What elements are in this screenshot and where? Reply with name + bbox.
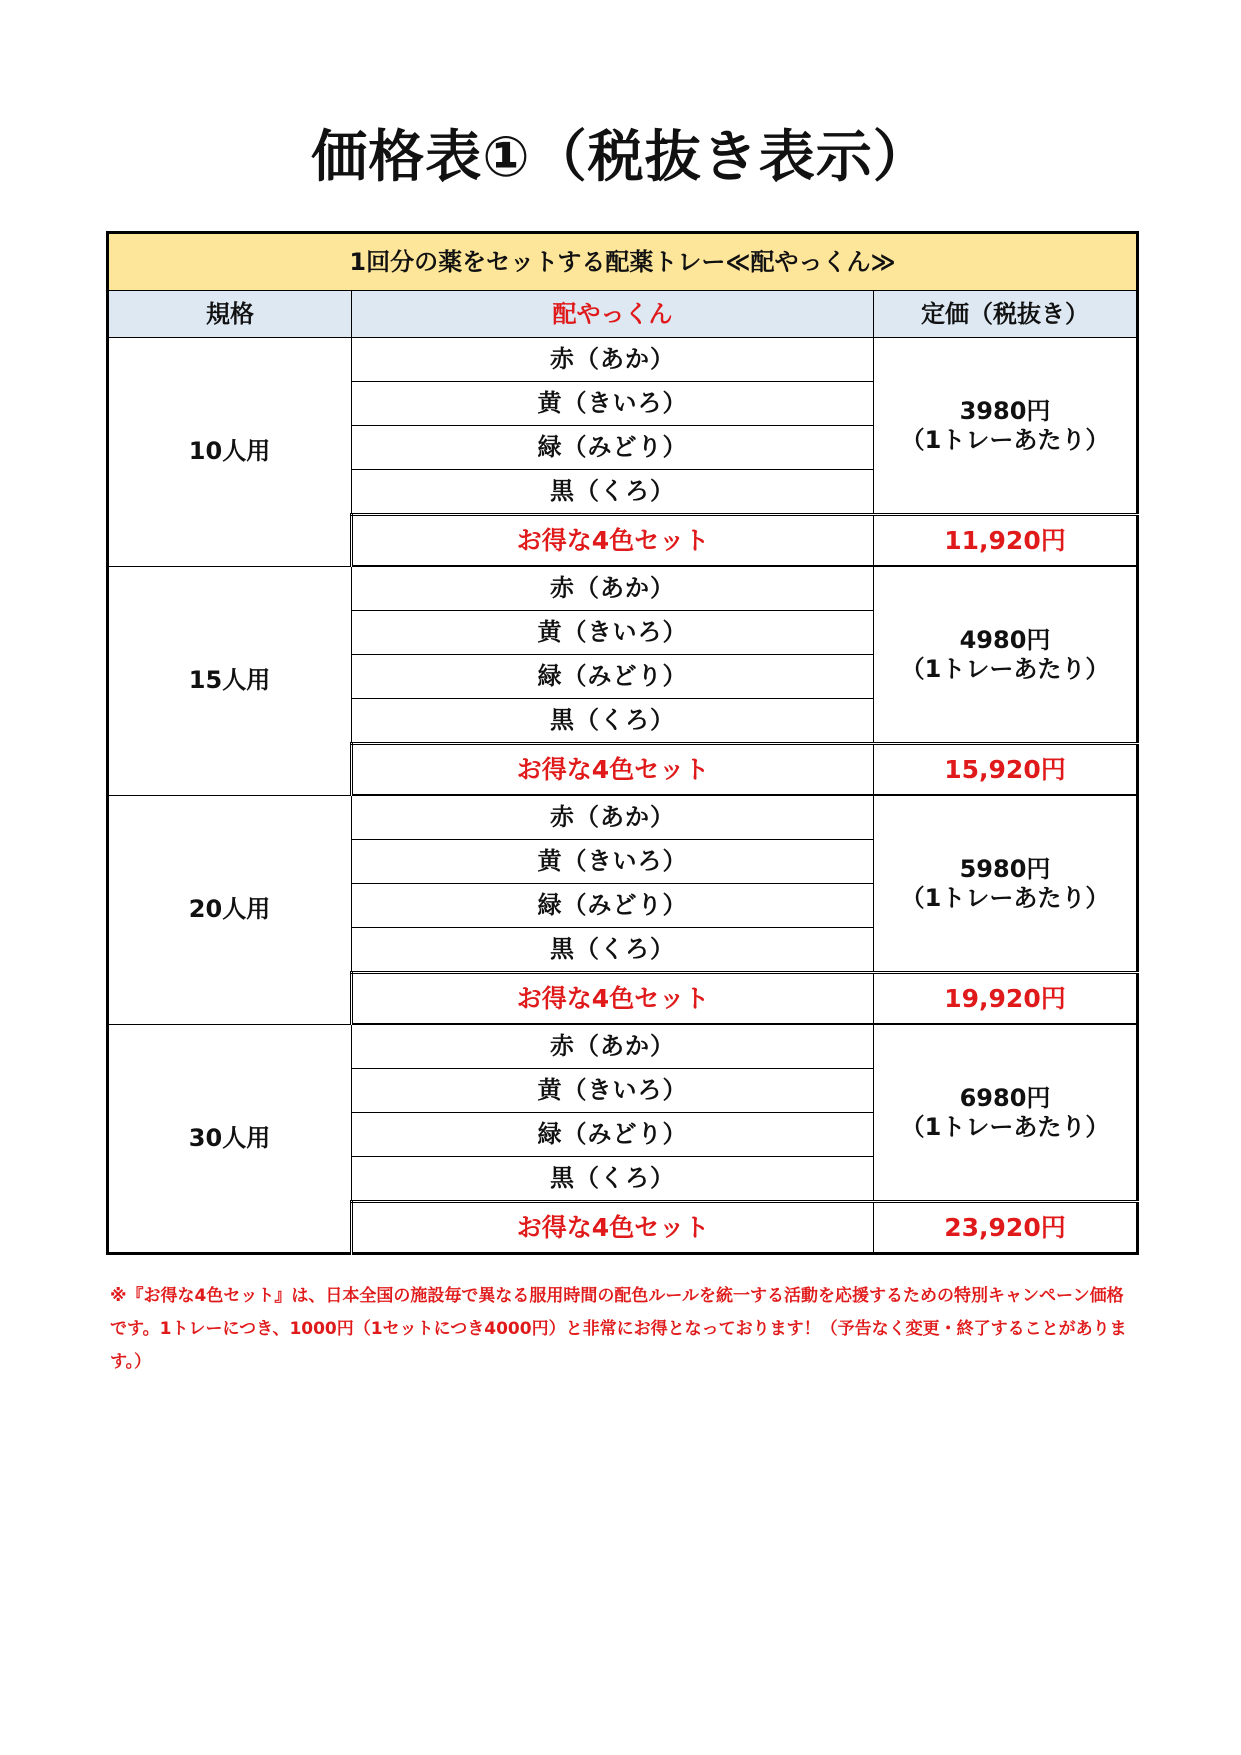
unit-price-note: （1トレーあたり）: [900, 1112, 1110, 1141]
color-option: 緑（みどり）: [352, 1113, 874, 1157]
page-title: 価格表①（税抜き表示）: [311, 125, 930, 190]
header-spec: 規格: [108, 291, 352, 338]
spec-cell: 20人用: [108, 795, 352, 1024]
set-label: お得な4色セット: [352, 515, 874, 567]
unit-price-cell: [874, 338, 1138, 515]
set-label: お得な4色セット: [352, 744, 874, 796]
color-row: [108, 795, 1138, 840]
unit-price-note: （1トレーあたり）: [900, 883, 1110, 912]
set-price: 19,920円: [874, 973, 1138, 1025]
price-table: [106, 231, 1139, 1255]
color-option: 赤（あか）: [352, 566, 874, 611]
color-option: 緑（みどり）: [352, 884, 874, 928]
color-option: 緑（みどり）: [352, 426, 874, 470]
campaign-note: ※『お得な4色セット』は、日本全国の施設毎で異なる服用時間の配色ルールを統一する活動を応援するための特別キャンペーン価格です。1トレーにつき、1000円（1セットにつき4000円）と非常にお得となっております！（予告なく変更・終了することがあります。）: [110, 1286, 1127, 1372]
unit-price: 6980円: [959, 1083, 1051, 1112]
table-caption: 1回分の薬をセットする配薬トレー≪配やっくん≫: [108, 233, 1138, 291]
color-option: 黄（きいろ）: [352, 840, 874, 884]
header-price: 定価（税抜き）: [874, 291, 1138, 338]
unit-price-cell: [874, 795, 1138, 973]
color-row: [108, 338, 1138, 382]
color-option: 赤（あか）: [352, 795, 874, 840]
color-option: 赤（あか）: [352, 338, 874, 382]
table-header-row: [108, 291, 1138, 338]
unit-price-cell: [874, 566, 1138, 744]
color-row: [108, 566, 1138, 611]
table-caption-row: [108, 233, 1138, 291]
spec-cell: 15人用: [108, 566, 352, 795]
unit-price-note: （1トレーあたり）: [900, 654, 1110, 683]
color-option: 黒（くろ）: [352, 1157, 874, 1202]
set-price: 15,920円: [874, 744, 1138, 796]
unit-price-cell: [874, 1024, 1138, 1202]
unit-price: 4980円: [959, 625, 1051, 654]
spec-cell: 30人用: [108, 1024, 352, 1254]
color-option: 黄（きいろ）: [352, 1069, 874, 1113]
color-option: 黄（きいろ）: [352, 611, 874, 655]
unit-price: 3980円: [959, 396, 1051, 425]
color-option: 黒（くろ）: [352, 928, 874, 973]
color-option: 黒（くろ）: [352, 699, 874, 744]
set-label: お得な4色セット: [352, 973, 874, 1025]
spec-cell: 10人用: [108, 338, 352, 567]
set-price: 23,920円: [874, 1202, 1138, 1254]
set-price: 11,920円: [874, 515, 1138, 567]
color-row: [108, 1024, 1138, 1069]
color-option: 黒（くろ）: [352, 470, 874, 515]
color-option: 赤（あか）: [352, 1024, 874, 1069]
unit-price: 5980円: [959, 854, 1051, 883]
color-option: 緑（みどり）: [352, 655, 874, 699]
set-label: お得な4色セット: [352, 1202, 874, 1254]
unit-price-note: （1トレーあたり）: [900, 425, 1110, 454]
color-option: 黄（きいろ）: [352, 382, 874, 426]
header-product: 配やっくん: [352, 291, 874, 338]
